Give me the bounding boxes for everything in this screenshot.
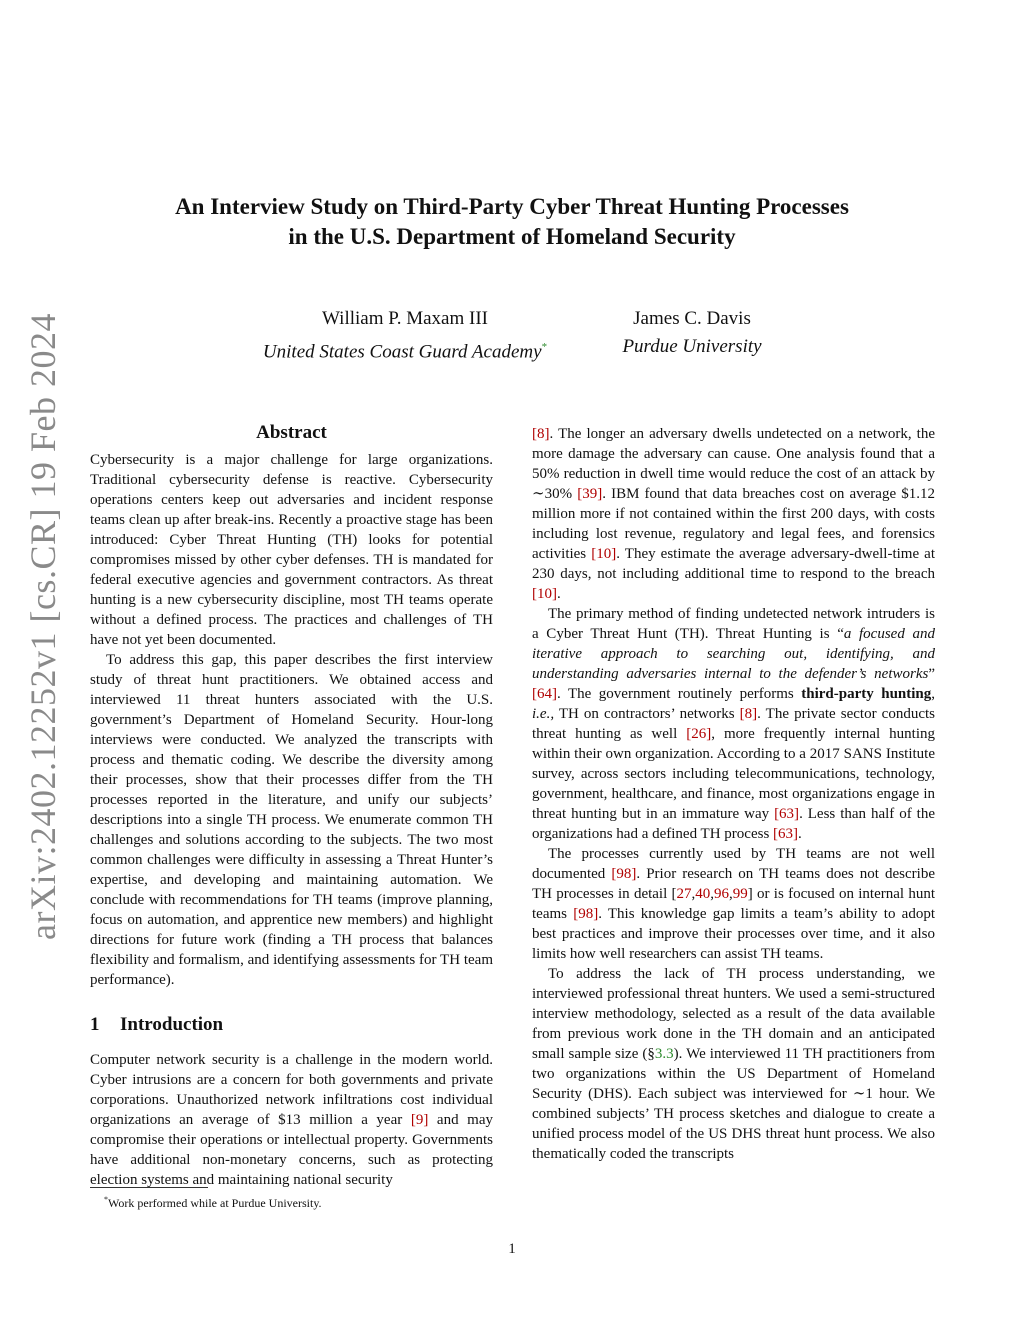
citation-link[interactable]: [39] — [577, 486, 603, 502]
footnote-text: Work performed while at Purdue University. — [108, 1196, 322, 1210]
footnote-marker: * — [104, 1195, 108, 1204]
paper-title-line-2: in the U.S. Department of Homeland Security — [288, 224, 736, 249]
footnote — [104, 1192, 322, 1211]
citation-link[interactable]: [64] — [532, 686, 557, 702]
section-heading-introduction — [90, 1012, 493, 1038]
section-title: Introduction — [120, 1014, 224, 1035]
abstract-heading: Abstract — [256, 422, 327, 443]
left-column — [90, 420, 493, 1190]
section-crossref-link[interactable]: 3.3 — [654, 1046, 674, 1062]
paper-title — [100, 192, 924, 252]
definition-quote: a focused and iterative approach to searching out, identifying, and understanding adversaries internal to the defender’s networks — [532, 626, 935, 682]
abstract-paragraph: Cybersecurity is a major challenge for large organizations. Traditional cybersecurity defense is reactive. Cybersecurity operations centers keep out adversaries and incident response teams clean up after break-ins. Recently a proactive stage has been introduced: Cyber Threat Hunting (TH) looks for potential compromises missed by other cyber defenses. TH is mandated for federal executive agencies and government contractors. As threat hunting is a new cybersecurity discipline, most TH teams operate without a defined process. The practices and challenges of TH have not yet been documented. — [90, 452, 493, 648]
footnote-divider — [90, 1187, 208, 1188]
author-affiliation: Purdue University — [622, 336, 762, 357]
citation-link[interactable]: [10] — [532, 586, 557, 602]
footnote-marker: * — [541, 341, 548, 353]
citation-link[interactable]: [98] — [573, 906, 599, 922]
right-column — [532, 424, 935, 1164]
citation-link[interactable]: 27 — [676, 886, 692, 902]
citation-link[interactable]: [63] — [774, 806, 800, 822]
intro-paragraph-3: The processes currently used by TH teams are not well documented [98]. Prior research on TH teams does not describe TH processes in detail [27,40,96,99] or is focused on internal hunt teams [98]. This knowledge gap limits a team’s ability to adopt best practices and improve their processes over time, and it also limits how well researchers can assist TH teams. — [532, 846, 936, 962]
intro-paragraph-1-part-b: [8]. The longer an adversary dwells undetected on a network, the more damage the adversary can cause. One analysis found that a 50% reduction in dwell time would reduce the cost of an attack by ∼30% [39]. IBM found that data breaches cost on average $1.12 million more if not contained within the first 200 days, with costs including lost revenue, regulatory and legal fees, and forensics activities [10]. They estimate the average adversary-dwell-time at 230 days, not including additional time to respond to the breach [10]. — [532, 426, 935, 602]
citation-link[interactable]: [10] — [591, 546, 617, 562]
abstract-paragraph: To address this gap, this paper describes the first interview study of threat hunt practitioners. We obtained access and interviewed 11 threat hunters associated with the U.S. government’s Department of Homeland Security. Hour-long interviews were conducted. We analyzed the transcripts with process and thematic coding. We describe the diversity among their processes, show that their processes differ from the TH processes reported in the literature, and unify our subjects’ descriptions into a single TH process. We enumerate common TH challenges and solutions according to the subjects. The two most common challenges were difficulty in assessing a Threat Hunter’s expertise, and developing and maintaining automation. We conclude with recommendations for TH teams (improve planning, focus on automation, and apprentice new members) and highlight directions for future work (finding a TH process that balances flexibility and formalism, and identifying assessments for TH team performance). — [90, 652, 493, 988]
emphasis-term: third-party hunting — [801, 686, 932, 702]
author-block-2 — [592, 305, 792, 361]
author-block-1 — [248, 305, 562, 366]
citation-link[interactable]: [63] — [773, 826, 799, 842]
citation-link[interactable]: [98] — [611, 866, 637, 882]
intro-paragraph-4: To address the lack of TH process understanding, we interviewed professional threat hunters. We used a semi-structured interview methodology, selected as a result of the data available from previous work done in the TH domain and an anticipated small sample size (§3.3). We interviewed 11 TH practitioners from two organizations within the US Department of Homeland Security (DHS). Each subject was interviewed for ∼1 hour. We combined subjects’ TH process sketches and dialogue to create a unified process model of the US DHS threat hunt process. We also thematically coded the transcripts — [532, 966, 935, 1162]
arxiv-identifier-stamp: arXiv:2402.12252v1 [cs.CR] 19 Feb 2024 — [23, 313, 63, 940]
citation-link[interactable]: [9] — [410, 1112, 429, 1128]
paper-title-line-1: An Interview Study on Third-Party Cyber Threat Hunting Processes — [175, 194, 849, 219]
author-name: William P. Maxam III — [322, 308, 488, 329]
intro-paragraph-2: The primary method of finding undetected network intruders is a Cyber Threat Hunt (TH). Threat Hunting is “a focused and iterative approach to searching out, identifying, and understanding adversaries internal to the defender’s networks” [64]. The government routinely performs third-party hunting, i.e., TH on contractors’ networks [8]. The private sector conducts threat hunting as well [26], more frequently internal hunting within their own organization. According to a 2017 SANS Institute survey, across sectors including telecommunications, technology, government, healthcare, and finance, most organizations engage in threat hunting but in an immature way [63]. Less than half of the organizations had a defined TH process [63]. — [532, 606, 936, 842]
section-number: 1 — [90, 1014, 100, 1035]
author-name: James C. Davis — [633, 308, 751, 329]
author-affiliation: United States Coast Guard Academy* — [262, 341, 548, 363]
citation-link[interactable]: 99 — [732, 886, 748, 902]
citation-link[interactable]: 40 — [695, 886, 711, 902]
citation-link[interactable]: [8] — [739, 706, 758, 722]
citation-link[interactable]: 96 — [714, 886, 730, 902]
intro-paragraph-1-part-a: Computer network security is a challenge in the modern world. Cyber intrusions are a concern for both governments and private corporations. Unauthorized network infiltrations cost individual organizations an average of $13 million a year [9] and may compromise their operations or intellectual property. Governments have additional non-monetary concerns, such as protecting election systems and maintaining national security — [90, 1052, 494, 1188]
citation-link[interactable]: [8] — [532, 426, 550, 442]
citation-link[interactable]: [26] — [686, 726, 712, 742]
page-number: 1 — [508, 1241, 516, 1257]
